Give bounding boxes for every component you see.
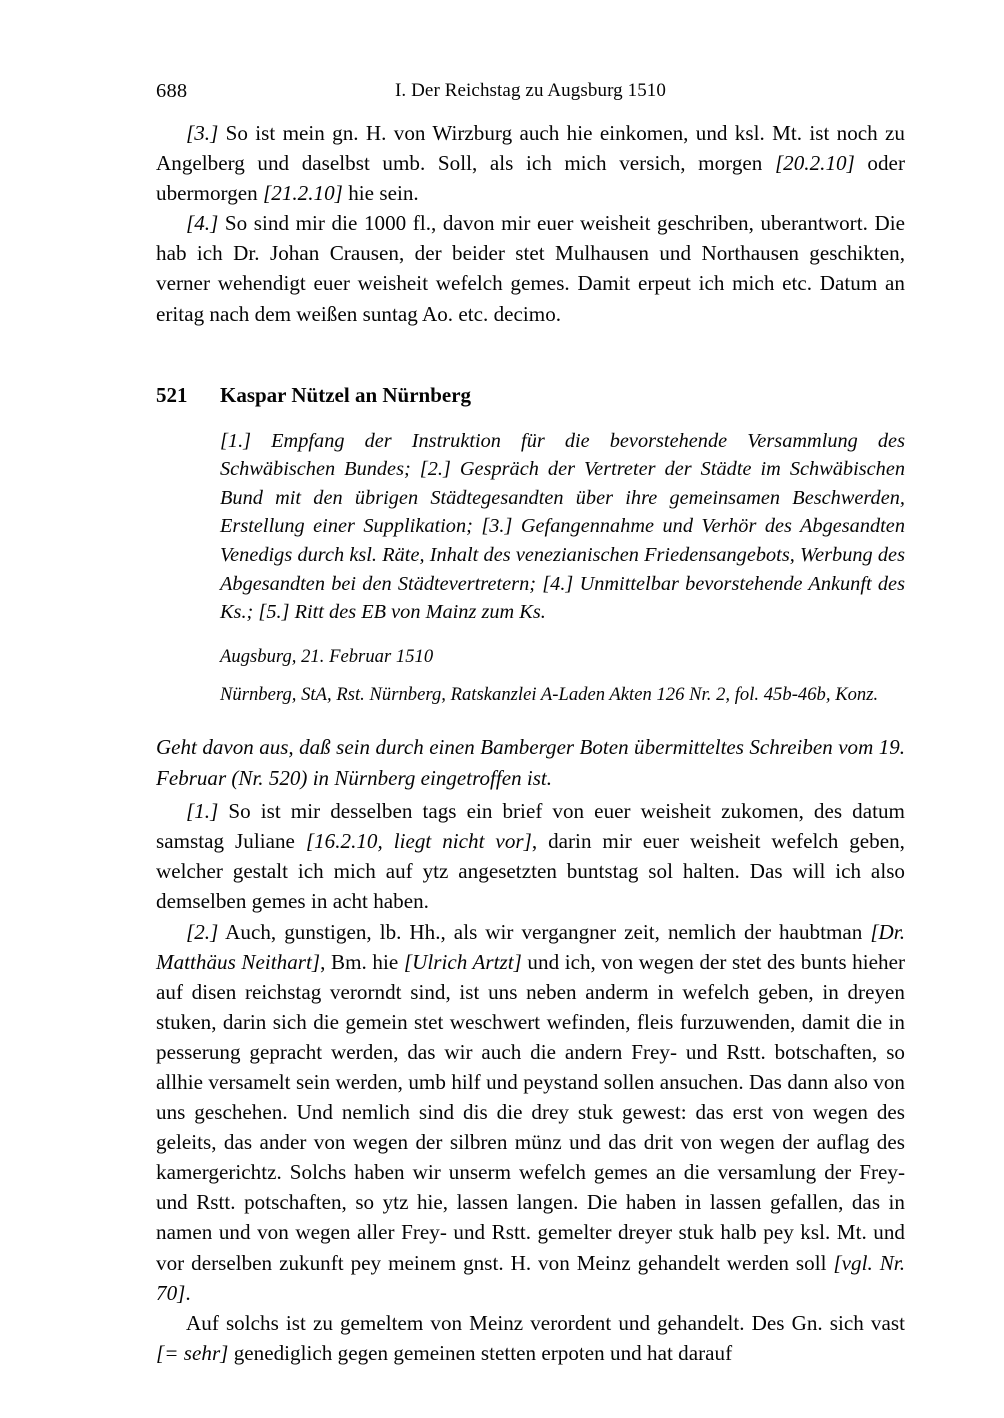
archival-reference: Nürnberg, StA, Rst. Nürnberg, Ratskanzlei A-Laden Akten 126 Nr. 2, fol. 45b-46b, Konz. (220, 683, 879, 705)
paragraph-prev-3: [3.] So ist mein gn. H. von Wirzburg auch hie einkomen, und ksl. Mt. ist noch zu Angelberg und daselbst umb. Soll, als ich mich versich, morgen [20.2.10] oder ubermorgen [21.2.10] hie sein. (156, 121, 905, 206)
document-number: 521 (156, 382, 188, 407)
paragraph-3: Auf solchs ist zu gemeltem von Meinz verordent und gehandelt. Des Gn. sich vast [= sehr] genediglich gegen gemeinen stetten erpoten und hat darauf (156, 1310, 905, 1365)
document-title: Kaspar Nützel an Nürnberg (220, 382, 472, 407)
document-regest: [1.] Empfang der Instruktion für die bevorstehende Versammlung des Schwäbischen Bundes; [2.] Gespräch der Vertreter der Städte im Schwäbischen Bund mit den übrigen Städtegesandten über ihre gemeinsamen Beschwerden, Erstellung einer Supplikation; [3.] Gefangennahme und Verhör des Abgesandten Venedigs durch ksl. Räte, Inhalt des venezianischen Friedensangebots, Werbung des Abgesandten bei den Städtevertretern; [4.] Unmittelbar bevorstehende Ankunft des Ks.; [5.] Ritt des EB von Mainz zum Ks. (220, 429, 905, 624)
editorial-commentary: Geht davon aus, daß sein durch einen Bamberger Boten übermitteltes Schreiben vom 19. Februar (Nr. 520) in Nürnberg eingetroffen ist. (156, 735, 905, 790)
running-header (156, 78, 905, 104)
paragraph-prev-4: [4.] So sind mir die 1000 fl., davon mir euer weisheit geschriben, uberantwort. Die hab ich Dr. Johan Crausen, der beider stet Mulhausen und Northausen geschikten, verner wehendigt euer weisheit wefelch gemes. Damit erpeut ich mich etc. Datum an eritag nach dem weißen suntag Ao. etc. decimo. (156, 211, 905, 326)
document-heading (156, 380, 905, 410)
text-column (156, 118, 905, 1368)
page-content (156, 0, 905, 1418)
running-title: I. Der Reichstag zu Augsburg 1510 (394, 80, 667, 101)
document-dateline: Augsburg, 21. Februar 1510 (220, 645, 434, 667)
paragraph-1: [1.] So ist mir desselben tags ein brief von euer weisheit zukomen, des datum samstag Juliane [16.2.10, liegt nicht vor], darin mir euer weisheit wefelch geben, welcher gestalt ich mich auf ytz angesetzten buntstag sol halten. Das will ich also demselben gemes in acht haben. (156, 799, 905, 914)
page-number: 688 (156, 80, 188, 102)
paragraph-2: [2.] Auch, gunstigen, lb. Hh., als wir vergangner zeit, nemlich der haubtman [Dr. Matthäus Neithart], Bm. hie [Ulrich Artzt] und ich, von wegen der stet des bunts hieher auf disen reichstag verorndt sind, ist uns neben anderm in wefelch geben, in dreyen stuken, darin sich die gemein stet weschwert wefinden, fleis furzuwenden, damit die in pesserung gepracht werden, das wir auch die andern Frey- und Rstt. botschaften, so allhie versamelt sein werden, umb hilf und peystand sollen ansuchen. Das dann also von uns geschehen. Und nemlich sind dis die drey stuk gewest: das erst von wegen des geleits, das ander von wegen der silbren münz und das drit von wegen der auflag des kamergerichtz. Solchs haben wir unserm wefelch gemes an die versamlung der Frey- und Rstt. potschaften, so ytz hie, lassen langen. Die haben in lassen gefallen, das in namen und von wegen aller Frey- und Rstt. gemelter dreyer stuk halb pey ksl. Mt. und vor derselben zukunft pey meinem gnst. H. von Meinz gehandelt werden soll [vgl. Nr. 70]. (156, 919, 905, 1305)
